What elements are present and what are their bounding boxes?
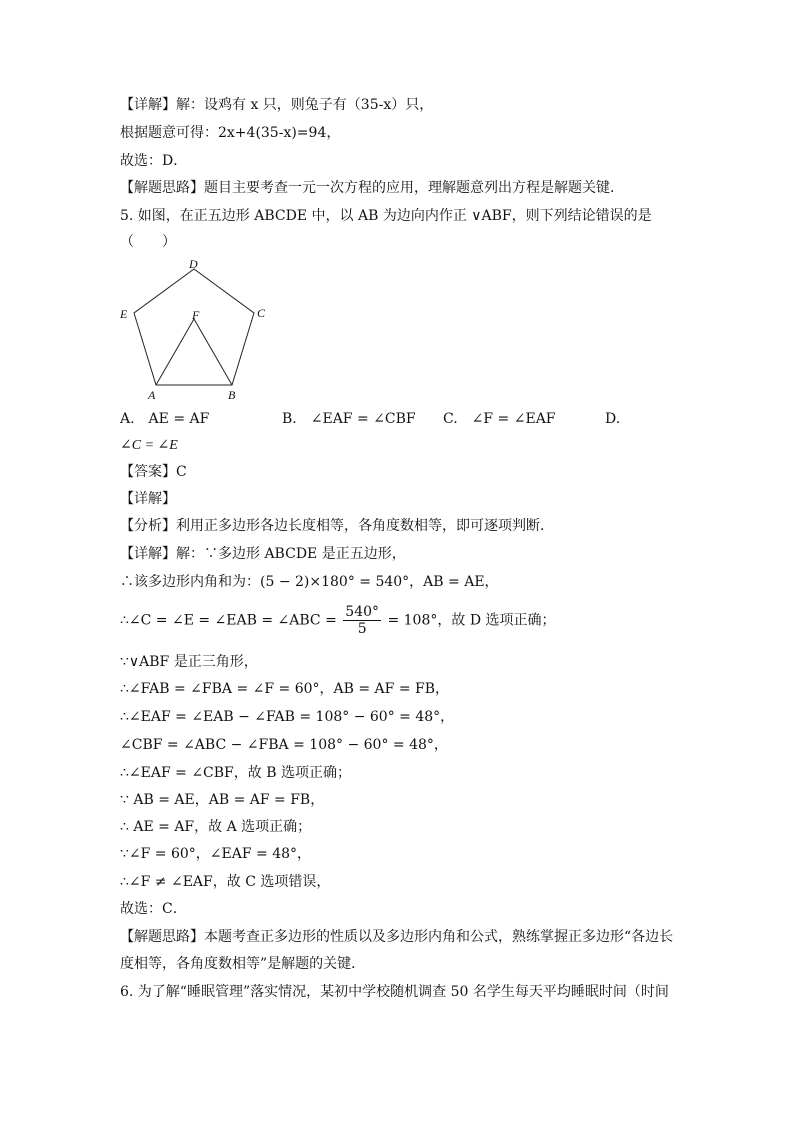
option-b: B. ∠EAF = ∠CBF xyxy=(282,411,416,427)
text-line: 【解题思路】本题考查正多边形的性质以及多边形内角和公式，熟练掌握正多边形“各边长 xyxy=(120,929,674,945)
text-line: 故选：C． xyxy=(120,901,187,917)
pentagon-figure xyxy=(114,255,274,405)
fraction-line-right: = 108°，故 D 选项正确； xyxy=(387,612,556,629)
label-c: C xyxy=(257,306,266,320)
option-a: A. AE = AF xyxy=(120,411,210,427)
label-e: E xyxy=(120,307,128,321)
option-d-formula: ∠C = ∠E xyxy=(120,438,178,453)
triangle-abf xyxy=(156,319,232,385)
text-line: ∴∠EAF = ∠CBF，故 B 选项正确； xyxy=(120,765,351,781)
fraction-line xyxy=(120,604,556,637)
option-d: D. xyxy=(605,411,621,427)
fraction-denominator: 5 xyxy=(357,621,367,637)
text-line: ∴∠F ≠ ∠EAF，故 C 选项错误， xyxy=(120,874,331,890)
fraction xyxy=(343,604,381,637)
question-6-stem: 6. 为了解“睡眠管理”落实情况，某初中学校随机调查 50 名学生每天平均睡眠时间（时间 xyxy=(120,984,669,1000)
label-b: B xyxy=(228,388,236,402)
text-line: 根据题意可得：2x+4(35-x)=94， xyxy=(120,125,341,141)
fraction-line-left: ∴∠C = ∠E = ∠EAB = ∠ABC = xyxy=(120,612,337,629)
text-line: 【详解】 xyxy=(120,491,176,507)
text-line: ∴∠EAF = ∠EAB − ∠FAB = 108° − 60° = 48°， xyxy=(120,709,455,725)
text-line: ∠CBF = ∠ABC − ∠FBA = 108° − 60° = 48°， xyxy=(120,737,448,753)
text-line: 【分析】利用正多边形各边长度相等，各角度数相等，即可逐项判断． xyxy=(120,518,554,534)
label-a: A xyxy=(148,388,156,402)
text-line: ∵∠F = 60°，∠EAF = 48°， xyxy=(120,846,312,862)
text-line: ∴∠FAB = ∠FBA = ∠F = 60°，AB = AF = FB， xyxy=(120,681,450,697)
fraction-numerator: 540° xyxy=(345,604,380,620)
text-line: ∵∨ABF 是正三角形， xyxy=(120,654,258,670)
question-5-stem: 5. 如图，在正五边形 ABCDE 中，以 AB 为边向内作正 ∨ABF，则下列结论错误的是 xyxy=(120,208,652,224)
text-line: ∴该多边形内角和为：(5 − 2)×180° = 540°，AB = AE， xyxy=(120,574,499,590)
option-c: C. ∠F = ∠EAF xyxy=(443,411,556,427)
text-line: ∴ AE = AF，故 A 选项正确； xyxy=(120,819,312,835)
answer-blank: （ ） xyxy=(120,234,176,250)
text-line: ∵ AB = AE，AB = AF = FB， xyxy=(120,792,325,808)
text-line: 【详解】解：设鸡有 x 只，则兔子有（35-x）只， xyxy=(120,97,434,113)
pentagon-abcde xyxy=(134,269,254,385)
label-f: F xyxy=(192,308,200,322)
answer-label: 【答案】C xyxy=(120,464,187,480)
text-line: 【解题思路】题目主要考查一元一次方程的应用，理解题意列出方程是解题关键． xyxy=(120,180,624,196)
label-d: D xyxy=(189,257,198,271)
text-line: 【详解】解：∵多边形 ABCDE 是正五边形， xyxy=(120,546,406,562)
text-line: 故选：D． xyxy=(120,153,188,169)
text-line: 度相等，各角度数相等”是解题的关键． xyxy=(120,956,366,972)
